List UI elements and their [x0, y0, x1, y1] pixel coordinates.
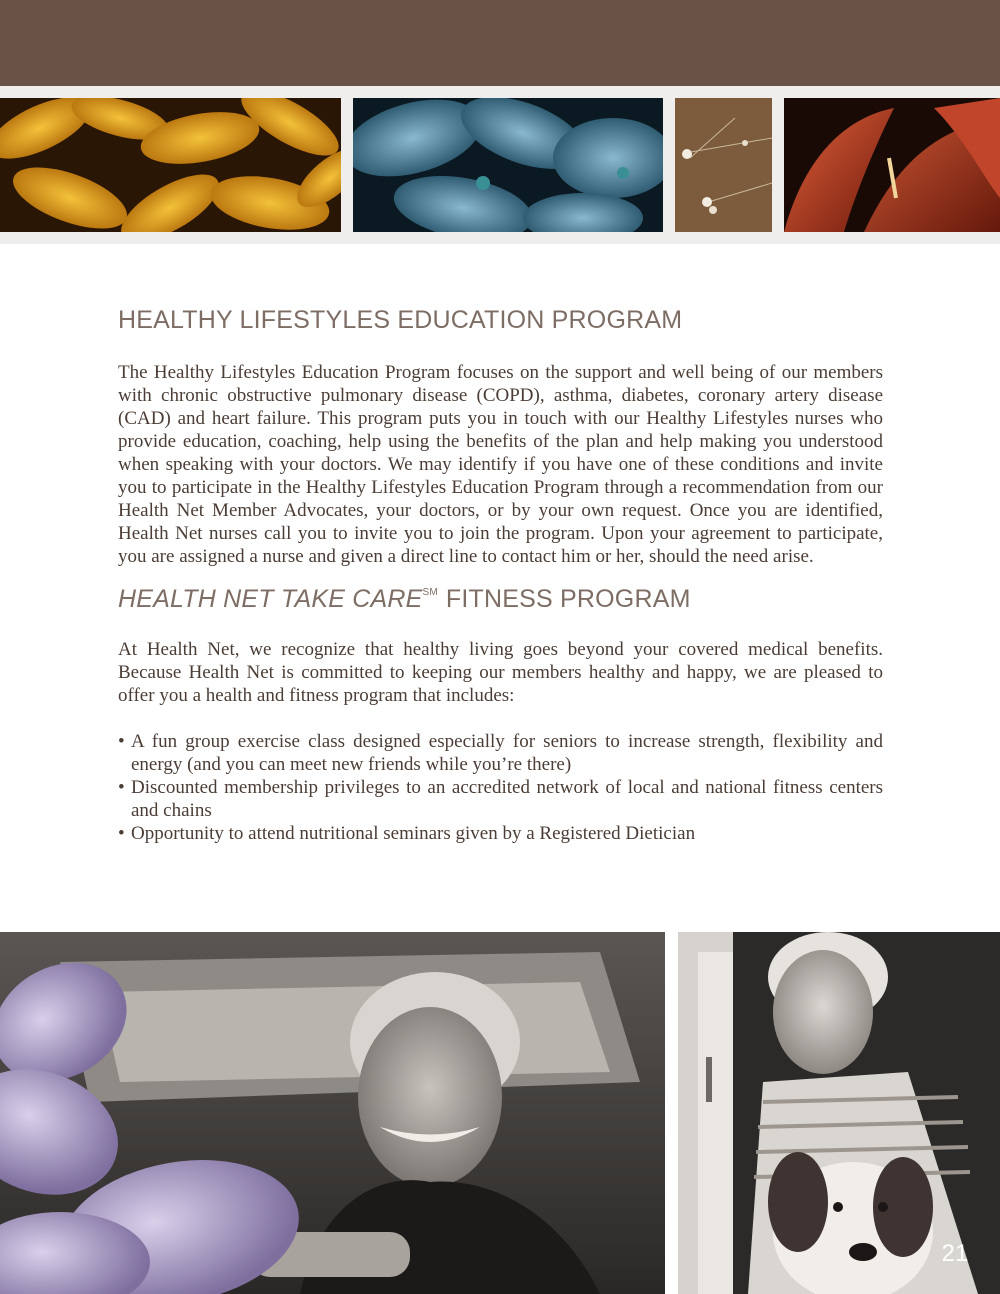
bullet-icon: • [118, 823, 125, 844]
section-heading-healthy-lifestyles: HEALTHY LIFESTYLES EDUCATION PROGRAM [118, 306, 683, 334]
section-intro-fitness: At Health Net, we recognize that healthy living goes beyond your covered medical benefits. Because Health Net is committed to keeping our members healthy and happy, we are pleased to offer you a health and fitness program that includes: [118, 639, 883, 706]
senior-man-in-car-photo [0, 932, 665, 1294]
service-mark: SM [422, 587, 438, 598]
list-item: • Discounted membership privileges to an accredited network of local and national fitness centers and chains [118, 777, 883, 821]
bullet-icon: • [118, 777, 125, 798]
flower-photo-strip [0, 86, 1000, 244]
main-content [118, 306, 883, 845]
section-body-healthy-lifestyles: The Healthy Lifestyles Education Program focuses on the support and well being of our members with chronic obstructive pulmonary disease (COPD), asthma, diabetes, coronary artery disease (CAD) and heart failure. This program puts you in touch with our Healthy Lifestyles nurses who provide education, coaching, help using the benefits of the plan and help making you understood when speaking with your doctors. We may identify if you have one of these conditions and invite you to participate in the Healthy Lifestyles Education Program through a recommendation from our Health Net Member Advocates, your doctors, or by your own request. Once you are identified, Health Net nurses call you to invite you to join the program. Upon your agreement to participate, you are assigned a nurse and given a direct line to contact him or her, should the need arise. [118, 362, 883, 567]
heading-rest-part: FITNESS PROGRAM [445, 585, 691, 613]
heading-italic-part: HEALTH NET TAKE CARE [118, 585, 423, 613]
fitness-benefits-list [118, 730, 883, 845]
bottom-photo-area [0, 932, 1000, 1294]
blue-hydrangea-photo [353, 98, 663, 232]
section-heading-fitness [118, 585, 883, 614]
list-item: • Opportunity to attend nutritional seminars given by a Registered Dietician [118, 823, 696, 844]
babys-breath-photo [675, 98, 772, 232]
top-color-band [0, 0, 1000, 86]
page-number: 21 [941, 1240, 969, 1267]
red-calla-lily-photo [784, 98, 1000, 232]
list-item: • A fun group exercise class designed especially for seniors to increase strength, flexibility and energy (and you can meet new friends while you’re there) [118, 731, 883, 775]
yellow-petals-photo [0, 98, 341, 232]
bullet-icon: • [118, 731, 125, 752]
